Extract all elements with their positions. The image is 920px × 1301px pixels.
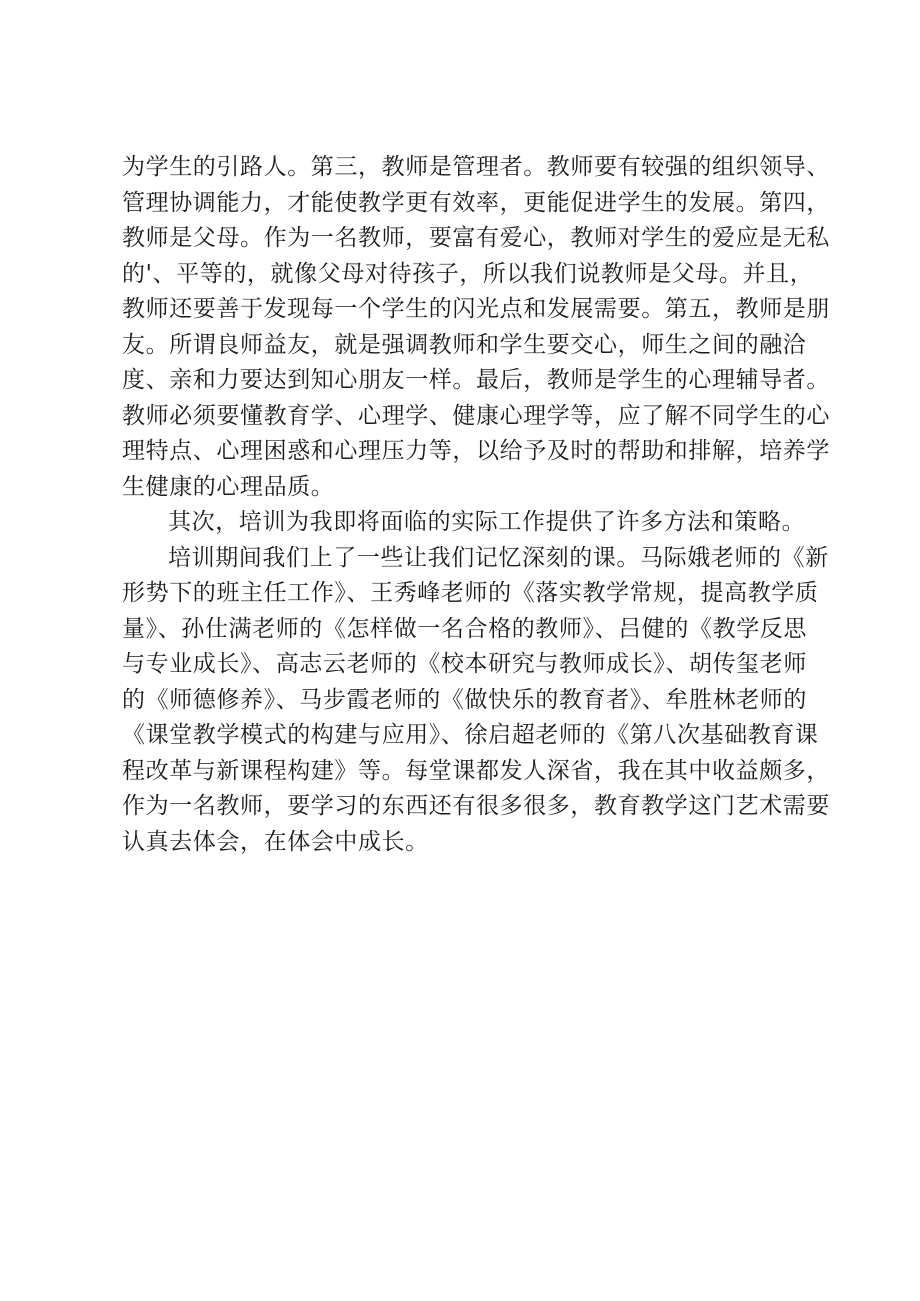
text-line: 作为一名教师，要学习的东西还有很多很多，教育教学这门艺术需要	[122, 793, 830, 819]
text-line: 为学生的引路人。第三，教师是管理者。教师要有较强的组织领导、	[122, 154, 830, 180]
text-line: 量》、孙仕满老师的《怎样做一名合格的教师》、吕健的《教学反思	[122, 615, 807, 642]
text-line: 教师是父母。作为一名教师，要富有爱心，教师对学生的爱应是无私	[122, 225, 830, 251]
text-line: 的'、平等的，就像父母对待孩子，所以我们说教师是父母。并且，	[122, 260, 814, 287]
text-line: 培训期间我们上了一些让我们记忆深刻的课。马际娥老师的《新	[168, 544, 829, 571]
text-line: 形势下的班主任工作》、王秀峰老师的《落实教学常规，提高教学质	[122, 580, 819, 606]
text-line: 友。所谓良师益友，就是强调教师和学生要交心，师生之间的融洽	[122, 331, 807, 358]
body-text	[122, 150, 830, 860]
text-line: 度、亲和力要达到知心朋友一样。最后，教师是学生的心理辅导者。	[122, 367, 830, 393]
text-line: 教师还要善于发现每一个学生的闪光点和发展需要。第五，教师是朋	[122, 296, 830, 322]
text-line: 《课堂教学模式的构建与应用》、徐启超老师的《第八次基础教育课	[122, 722, 819, 748]
text-line: 管理协调能力，才能使教学更有效率，更能促进学生的发展。第四，	[122, 189, 830, 216]
text-line: 程改革与新课程构建》等。每堂课都发人深省，我在其中收益颇多，	[122, 757, 830, 784]
text-line: 生健康的心理品质。	[122, 473, 335, 500]
text-line: 的《师德修养》、马步霞老师的《做快乐的教育者》、牟胜林老师的	[122, 686, 807, 713]
text-line: 其次，培训为我即将面临的实际工作提供了许多方法和策略。	[168, 509, 806, 535]
text-line: 认真去体会，在体会中成长。	[122, 828, 429, 855]
text-line: 与专业成长》、高志云老师的《校本研究与教师成长》、胡传玺老师	[122, 651, 807, 677]
text-line: 理特点、心理困惑和心理压力等，以给予及时的帮助和排解，培养学	[122, 438, 830, 464]
text-line: 教师必须要懂教育学、心理学、健康心理学等，应了解不同学生的心	[122, 402, 830, 429]
